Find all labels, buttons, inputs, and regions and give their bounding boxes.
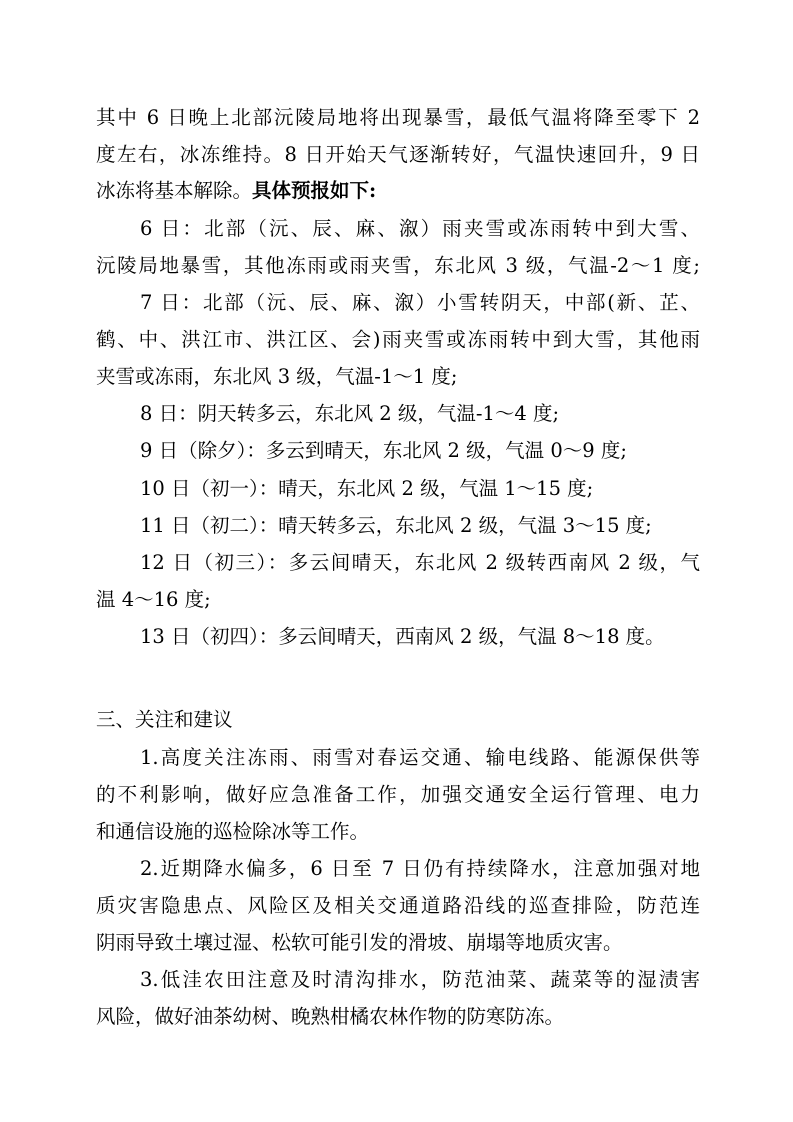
paragraph-line: 度左右，冰冻维持。8 日开始天气逐渐转好，气温快速回升，9 日	[96, 143, 700, 166]
paragraph-line: 阴雨导致土壤过湿、松软可能引发的滑坡、崩塌等地质灾害。	[96, 931, 623, 954]
suggestion-3: 3.低洼农田注意及时清沟排水，防范油菜、蔬菜等的湿渍害	[140, 968, 700, 991]
paragraph-line: 风险，做好油茶幼树、晚熟柑橘农林作物的防寒防冻。	[96, 1005, 565, 1028]
forecast-day-12: 12 日（初三）：多云间晴天，东北风 2 级转西南风 2 级，气	[140, 551, 700, 574]
paragraph-line: 其中 6 日晚上北部沅陵局地将出现暴雪，最低气温将降至零下 2	[96, 106, 700, 129]
paragraph-line: 温 4～16 度;	[96, 588, 211, 611]
forecast-day-8: 8 日：阴天转多云，东北风 2 级，气温-1～4 度;	[140, 402, 560, 425]
suggestion-1: 1.高度关注冻雨、雨雪对春运交通、输电线路、能源保供等	[140, 746, 700, 769]
paragraph-text: 冰冻将基本解除。	[96, 179, 253, 202]
forecast-day-13: 13 日（初四）：多云间晴天，西南风 2 级，气温 8～18 度。	[140, 625, 665, 648]
forecast-day-11: 11 日（初二）：晴天转多云，东北风 2 级，气温 3～15 度;	[140, 514, 652, 537]
forecast-day-10: 10 日（初一）：晴天，东北风 2 级，气温 1～15 度;	[140, 477, 594, 500]
forecast-heading: 具体预报如下:	[252, 179, 377, 202]
paragraph-line: 夹雪或冻雨，东北风 3 级，气温-1～1 度;	[96, 365, 458, 388]
paragraph-line: 质灾害隐患点、风险区及相关交通道路沿线的巡查排险，防范连	[96, 894, 700, 917]
forecast-day-9: 9 日（除夕）：多云到晴天，东北风 2 级，气温 0～9 度;	[140, 439, 627, 462]
paragraph-line: 沅陵局地暴雪，其他冻雨或雨夹雪，东北风 3 级，气温-2～1 度;	[96, 254, 700, 277]
paragraph-line	[96, 174, 700, 208]
paragraph-line: 鹤、中、洪江市、洪江区、会)雨夹雪或冻雨转中到大雪，其他雨	[96, 328, 700, 351]
section-heading: 三、关注和建议	[96, 708, 233, 731]
forecast-day-7: 7 日：北部（沅、辰、麻、溆）小雪转阴天，中部(新、芷、	[140, 291, 700, 314]
suggestion-2: 2.近期降水偏多，6 日至 7 日仍有持续降水，注意加强对地	[140, 857, 700, 880]
forecast-day-6: 6 日：北部（沅、辰、麻、溆）雨夹雪或冻雨转中到大雪、	[140, 217, 700, 240]
paragraph-line: 的不利影响，做好应急准备工作，加强交通安全运行管理、电力	[96, 783, 700, 806]
paragraph-line: 和通信设施的巡检除冰等工作。	[96, 820, 370, 843]
